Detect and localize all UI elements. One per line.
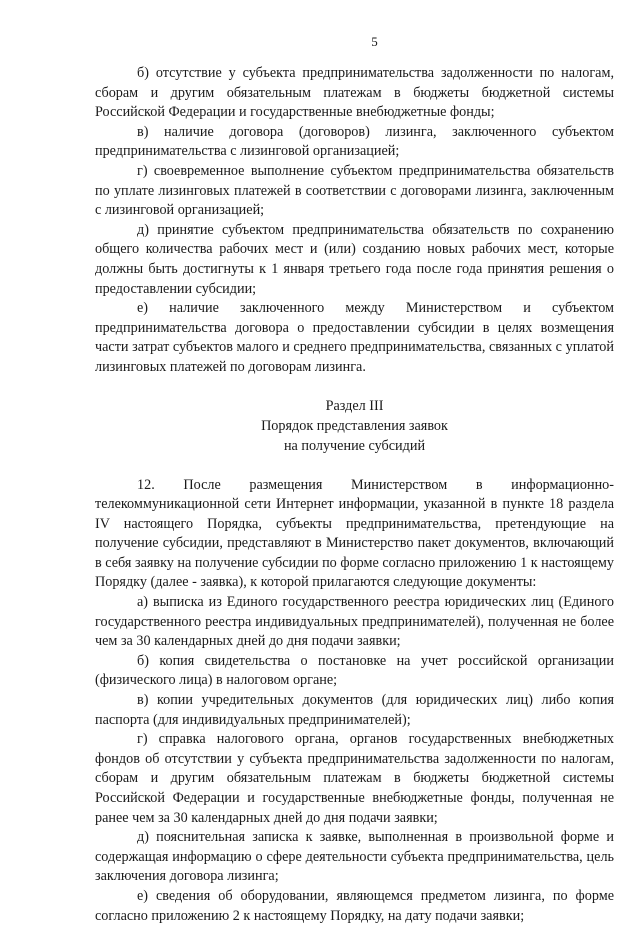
section-title-line2: на получение субсидий (283, 437, 426, 454)
paragraph-doc-e: е) сведения об оборудовании, являющемся предметом лизинга, по форме согласно приложению 2 к настоящему Порядку, на дату подачи заявки; (95, 887, 614, 924)
paragraph-doc-b: б) копия свидетельства о постановке на учет российской организации (физического лица) в налоговом органе; (95, 652, 614, 689)
section-heading (95, 396, 614, 456)
paragraph-doc-d: д) пояснительная записка к заявке, выполненная в произвольной форме и содержащая информацию о сфере деятельности субъекта предпринимательства, цель заключения договора лизинга; (95, 829, 614, 885)
paragraph-doc-v: в) копии учредительных документов (для юридических лиц) либо копия паспорта (для индивидуальных предпринимателей); (95, 692, 614, 728)
paragraph-item-d: д) принятие субъектом предпринимательства обязательств по сохранению общего количества рабочих мест и (или) созданию новых рабочих мест, которые должны быть достигнуты к 1 января третьего года после года принятия решения о предоставлении субсидии; (95, 221, 614, 297)
paragraph-item-b: б) отсутствие у субъекта предпринимательства задолженности по налогам, сборам и другим обязательным платежам в бюджеты бюджетной системы Российской Федерации и государственные внебюджетные фонды; (95, 65, 614, 121)
paragraph-item-v: в) наличие договора (договоров) лизинга, заключенного субъектом предпринимательства с лизинговой организацией; (95, 123, 614, 160)
page-number: 5 (371, 34, 378, 49)
paragraph-doc-g: г) справка налогового органа, органов государственных внебюджетных фондов об отсутствии у субъекта предпринимательства задолженности по налогам, сборам и другим обязательным платежам в бюджеты бюджетной системы Российской Федерации и государственные внебюджетные фонды, полученная не ранее чем за 30 календарных дней до дня подачи заявки; (95, 731, 614, 826)
paragraph-doc-a: а) выписка из Единого государственного реестра юридических лиц (Единого государственного реестра индивидуальных предпринимателей), полученная не более чем за 30 календарных дней до дня подачи заявки; (95, 594, 614, 650)
paragraph-item-g: г) своевременное выполнение субъектом предпринимательства обязательств по уплате лизинговых платежей в соответствии с договорами лизинга, заключенным с лизинговой организацией; (95, 162, 614, 219)
section-number: Раздел III (325, 397, 384, 414)
paragraph-clause-12: 12. После размещения Министерством в информационно-телекоммуникационной сети Интернет информации, указанной в пункте 18 раздела IV настоящего Порядка, субъекты предпринимательства, претендующие на получение субсидии, представляют в Министерство пакет документов, включающий в себя заявку на получение субсидии по форме согласно приложению 1 к настоящему Порядку (далее - заявка), к которой прилагаются следующие документы: (95, 476, 614, 591)
paragraph-item-e: е) наличие заключенного между Министерством и субъектом предпринимательства договора о предоставлении субсидии в целях возмещения части затрат субъектов малого и среднего предпринимательства, связанных с уплатой лизинговых платежей по договорам лизинга. (95, 300, 614, 375)
section-title-line1: Порядок представления заявок (261, 417, 448, 434)
